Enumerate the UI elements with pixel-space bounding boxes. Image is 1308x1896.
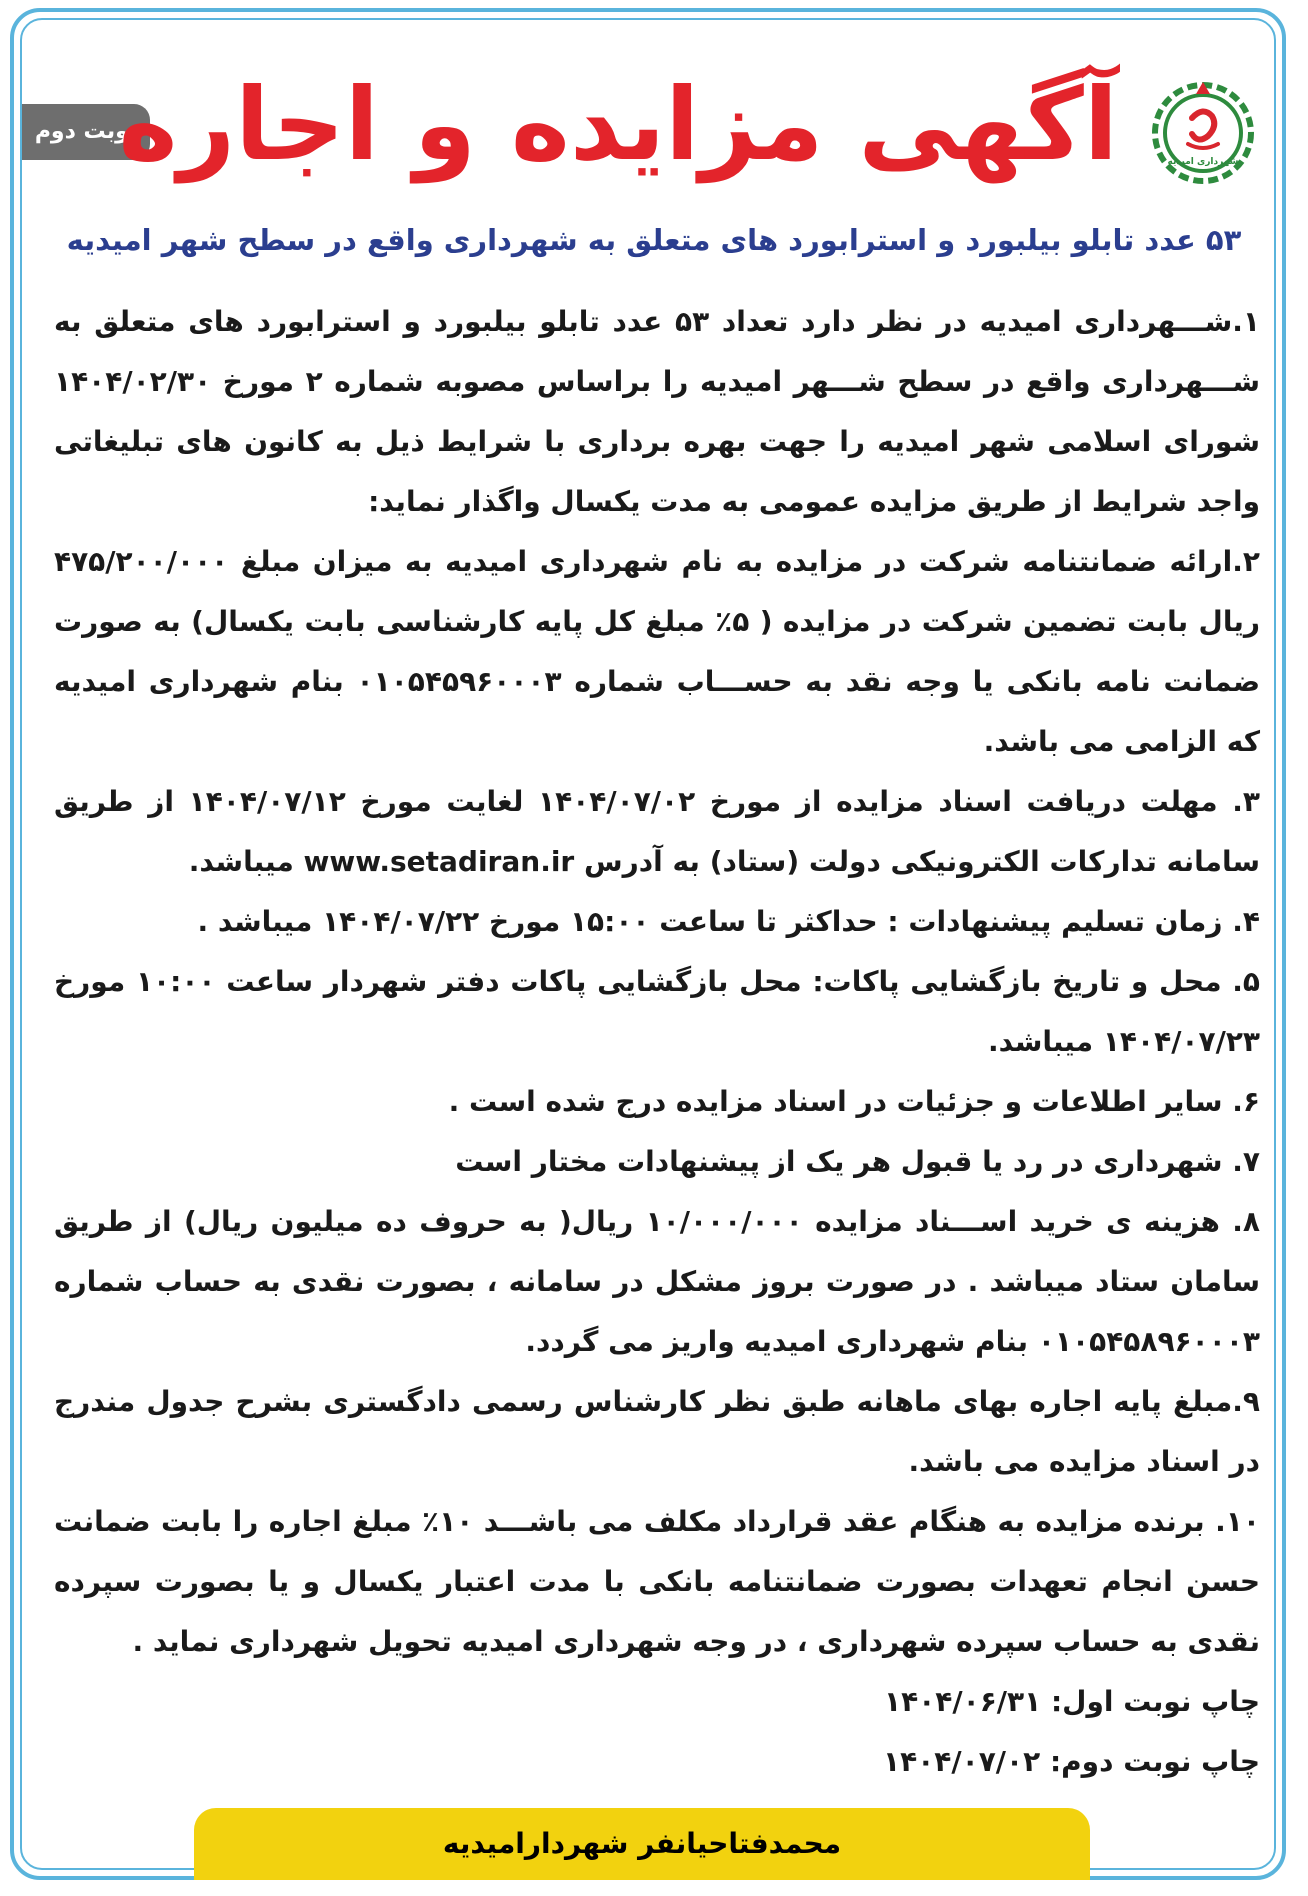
clause-9: ۹.مبلغ پایه اجاره بهای ماهانه طبق نظر کارشناس رسمی دادگستری بشرح جدول مندرج در اسناد مزایده می باشد. [54, 1385, 1260, 1478]
notice-subtitle: ۵۳ عدد تابلو بیلبورد و استرابورد های متعلق به شهرداری واقع در سطح شهر امیدیه [66, 223, 1242, 257]
municipality-emblem-icon [1148, 78, 1258, 188]
signature-bar [194, 1808, 1090, 1880]
clause-10: ۱۰. برنده مزایده به هنگام عقد قرارداد مکلف می باشـــد ۱۰٪ مبلغ اجاره را بابت ضمانت حسن انجام تعهدات بصورت ضمانتنامه بانکی با مدت اعتبار یکسال و یا بصورت سپرده نقدی به حساب سپرده شهرداری ، در وجه شهرداری امیدیه تحویل شهرداری نماید . [54, 1505, 1260, 1658]
clause-6: ۶. سایر اطلاعات و جزئیات در اسناد مزایده درج شده است . [448, 1085, 1260, 1118]
clause-4: ۴. زمان تسلیم پیشنهادات : حداکثر تا ساعت ۱۵:۰۰ مورخ ۱۴۰۴/۰۷/۲۲ میباشد . [197, 905, 1260, 938]
notice-body [54, 292, 1260, 1792]
print-date-first: چاپ نوبت اول: ۱۴۰۴/۰۶/۳۱ [884, 1685, 1260, 1718]
clause-5: ۵. محل و تاریخ بازگشایی پاکات: محل بازگشایی پاکات دفتر شهردار ساعت ۱۰:۰۰ مورخ ۱۴۰۴/۰۷/۲۳ میباشد. [54, 965, 1261, 1058]
municipality-logo [1148, 78, 1258, 188]
clause-1: ۱.شـــهرداری امیدیه در نظر دارد تعداد ۵۳ عدد تابلو بیلبورد و استرابورد های متعلق به شـــهرداری واقع در سطح شـــهر امیدیه را براساس مصوبه شماره ۲ مورخ ۱۴۰۴/۰۲/۳۰ شورای اسلامی شهر امیدیه را جهت بهره برداری با شرایط ذیل به کانون های تبلیغاتی واجد شرایط از طریق مزایده عمومی به مدت یکسال واگذار نماید: [54, 305, 1261, 518]
mayor-signature: محمدفتاحیانفر شهردارامیدیه [442, 1827, 842, 1860]
clause-8: ۸. هزینه ی خرید اســـناد مزایده ۱۰/۰۰۰/۰۰۰ ریال( به حروف ده میلیون ریال) از طریق سامان ستاد میباشد . در صورت بروز مشکل در سامانه ، بصورت نقدی به حساب شماره ۰۱۰۵۴۵۸۹۶۰۰۰۳ بنام شهرداری امیدیه واریز می گردد. [54, 1205, 1261, 1358]
logo-caption: شهرداری امیدیه [1167, 157, 1239, 167]
publication-badge: نوبت دوم [22, 104, 150, 160]
clause-2: ۲.ارائه ضمانتنامه شرکت در مزایده به نام شهرداری امیدیه به میزان مبلغ ۴۷۵/۲۰۰/۰۰۰ ریال بابت تضمین شرکت در مزایده ( ۵٪ مبلغ کل پایه کارشناسی بابت یکسال) به صورت ضمانت نامه بانکی یا وجه نقد به حســـاب شماره ۰۱۰۵۴۵۹۶۰۰۰۳ بنام شهرداری امیدیه که الزامی می باشد. [54, 545, 1261, 758]
clause-7: ۷. شهرداری در رد یا قبول هر یک از پیشنهادات مختار است [455, 1145, 1260, 1178]
notice-title: آگهی مزایده و اجاره [118, 66, 1118, 183]
print-date-second: چاپ نوبت دوم: ۱۴۰۴/۰۷/۰۲ [883, 1745, 1260, 1778]
clause-3: ۳. مهلت دریافت اسناد مزایده از مورخ ۱۴۰۴/۰۷/۰۲ لغایت مورخ ۱۴۰۴/۰۷/۱۲ از طریق سامانه تدارکات الکترونیکی دولت (ستاد) به آدرس www.setadiran.ir میباشد. [54, 785, 1260, 878]
